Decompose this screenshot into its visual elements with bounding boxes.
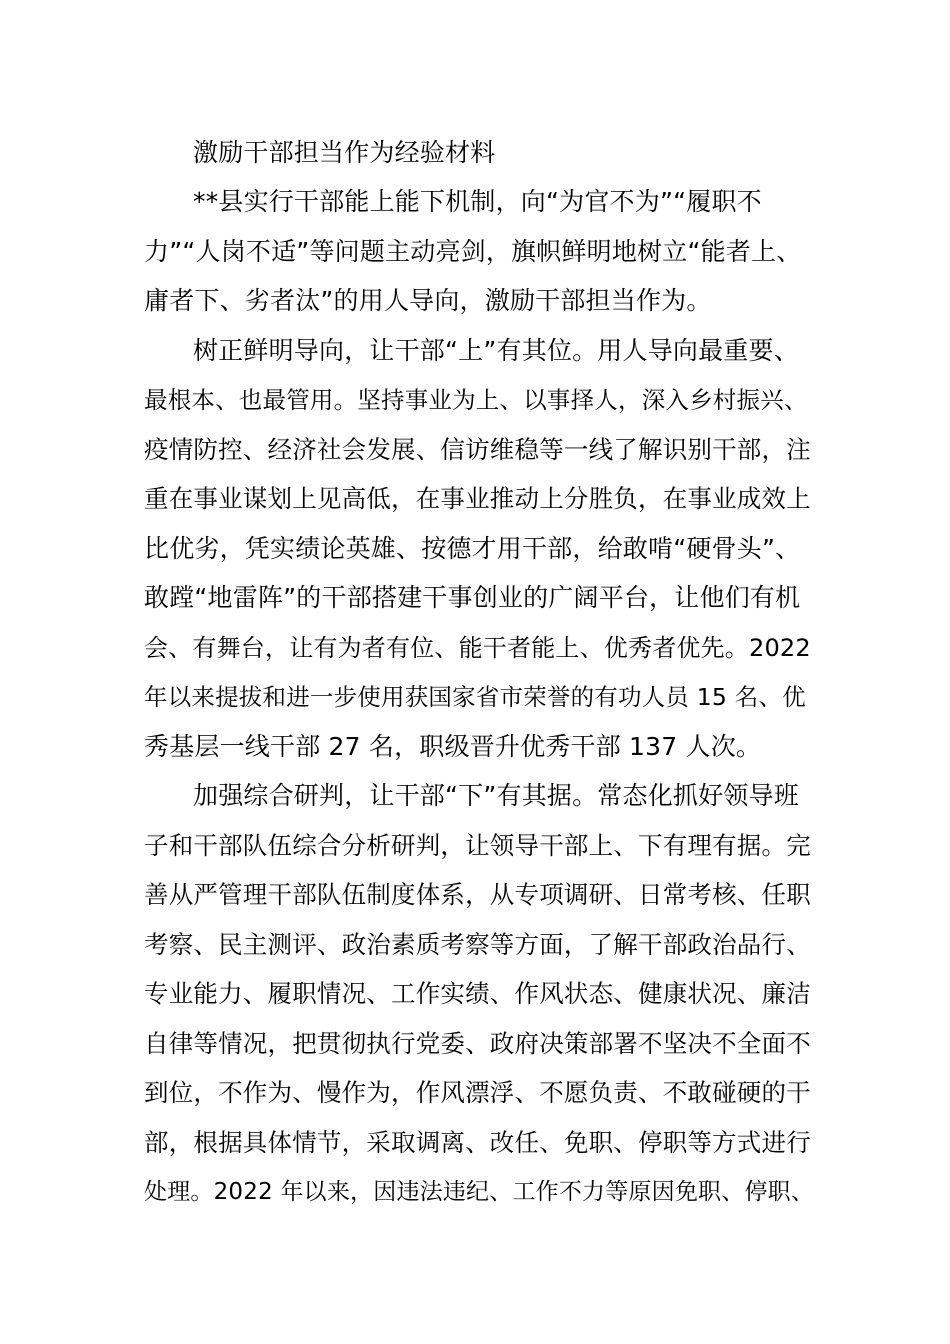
paragraph-line: 重在事业谋划上见高低，在事业推动上分胜负，在事业成效上 — [144, 484, 811, 513]
paragraph-line: 处理。2022 年以来，因违法违纪、工作不力等原因免职、停职、 — [144, 1179, 815, 1205]
paragraph-line: 考察、民主测评、政治素质考察等方面，了解干部政治品行、 — [144, 930, 811, 959]
paragraph-line: 最根本、也最管用。坚持事业为上、以事择人，深入乡村振兴、 — [144, 386, 808, 414]
paragraph-line: 庸者下、劣者汰”的用人导向，激励干部担当作为。 — [144, 286, 712, 315]
paragraph-line: 树正鲜明导向，让干部“上”有其位。用人导向最重要、 — [193, 336, 799, 365]
paragraph-line: 子和干部队伍综合分析研判，让领导干部上、下有理有据。完 — [144, 831, 811, 860]
paragraph-line: 比优劣，凭实绩论英雄、按德才用干部，给敢啃“硬骨头”、 — [144, 534, 801, 563]
document-title: 激励干部担当作为经验材料 — [193, 138, 496, 167]
paragraph-line: 自律等情况，把贯彻执行党委、政府决策部署不坚决不全面不 — [144, 1029, 811, 1058]
paragraph-line: 到位，不作为、慢作为，作风漂浮、不愿负责、不敢碰硬的干 — [144, 1078, 811, 1107]
paragraph-line: 善从严管理干部队伍制度体系，从专项调研、日常考核、任职 — [144, 880, 811, 909]
paragraph-line: **县实行干部能上能下机制，向“为官不为”“履职不 — [193, 187, 762, 216]
paragraph-line: 部，根据具体情节，采取调离、改任、免职、停职等方式进行 — [144, 1128, 811, 1157]
paragraph-line: 加强综合研判，让干部“下”有其据。常态化抓好领导班 — [193, 781, 799, 810]
paragraph-line: 疫情防控、经济社会发展、信访维稳等一线了解识别干部，注 — [144, 435, 811, 464]
paragraph-line: 会、有舞台，让有为者有位、能干者能上、优秀者优先。2022 — [144, 634, 811, 662]
paragraph-line: 敢蹚“地雷阵”的干部搭建干事创业的广阔平台，让他们有机 — [144, 583, 801, 612]
paragraph-line: 年以来提拔和进一步使用获国家省市荣誉的有功人员 15 名、优 — [144, 683, 806, 711]
paragraph-line: 专业能力、履职情况、工作实绩、作风状态、健康状况、廉洁 — [144, 979, 811, 1008]
paragraph-line: 秀基层一线干部 27 名，职级晋升优秀干部 137 人次。 — [144, 732, 762, 761]
paragraph-line: 力”“人岗不适”等问题主动亮剑，旗帜鲜明地树立“能者上、 — [144, 237, 802, 266]
